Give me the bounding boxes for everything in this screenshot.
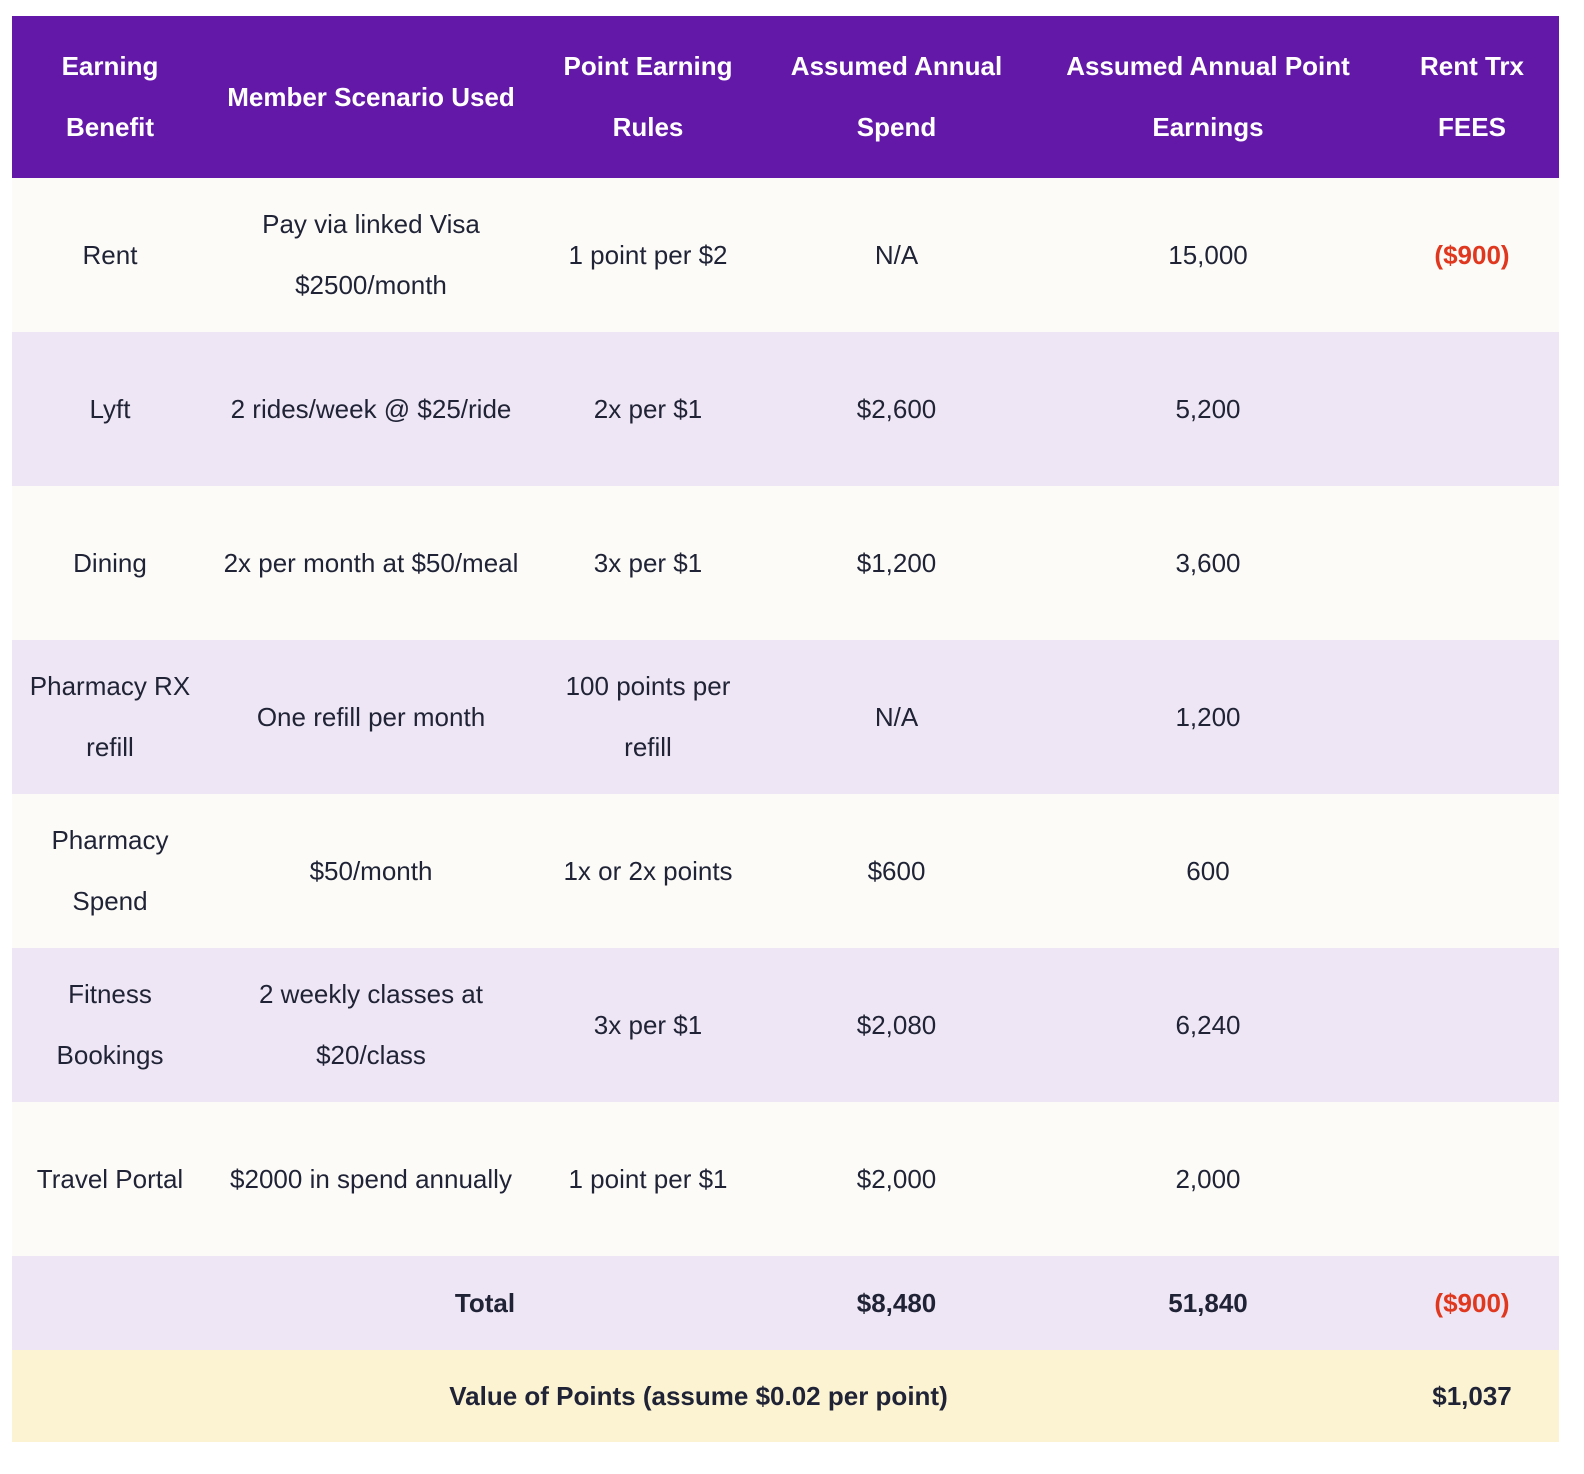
cell-spend: N/A xyxy=(762,178,1031,332)
cell-spend: $2,000 xyxy=(762,1102,1031,1256)
cell-fees xyxy=(1385,794,1559,948)
cell-rule: 1 point per $1 xyxy=(534,1102,762,1256)
cell-fees xyxy=(1385,1102,1559,1256)
table-row xyxy=(12,486,1559,640)
header-point-earning-rules: Point Earning Rules xyxy=(534,16,762,178)
header-rent-trx-fees: Rent Trx FEES xyxy=(1385,16,1559,178)
cell-fees xyxy=(1385,640,1559,794)
points-value-amount: $1,037 xyxy=(1385,1350,1559,1442)
cell-benefit: Rent xyxy=(12,178,208,332)
cell-spend: $2,080 xyxy=(762,948,1031,1102)
table-row xyxy=(12,178,1559,332)
points-earning-table xyxy=(12,16,1559,1442)
cell-points: 2,000 xyxy=(1031,1102,1385,1256)
cell-rule: 100 points per refill xyxy=(534,640,762,794)
cell-fees xyxy=(1385,948,1559,1102)
total-points: 51,840 xyxy=(1031,1256,1385,1350)
cell-benefit: Travel Portal xyxy=(12,1102,208,1256)
cell-fees: ($900) xyxy=(1385,178,1559,332)
points-value-row xyxy=(12,1350,1559,1442)
total-row xyxy=(12,1256,1559,1350)
cell-scenario: 2 weekly classes at $20/class xyxy=(208,948,534,1102)
cell-points: 5,200 xyxy=(1031,332,1385,486)
table-row xyxy=(12,794,1559,948)
cell-benefit: Fitness Bookings xyxy=(12,948,208,1102)
header-earning-benefit: Earning Benefit xyxy=(12,16,208,178)
table-row xyxy=(12,1102,1559,1256)
table-row xyxy=(12,640,1559,794)
table-row xyxy=(12,332,1559,486)
cell-spend: N/A xyxy=(762,640,1031,794)
cell-scenario: One refill per month xyxy=(208,640,534,794)
total-spend: $8,480 xyxy=(762,1256,1031,1350)
cell-fees xyxy=(1385,486,1559,640)
cell-points: 1,200 xyxy=(1031,640,1385,794)
cell-rule: 3x per $1 xyxy=(534,948,762,1102)
cell-scenario: $2000 in spend annually xyxy=(208,1102,534,1256)
cell-benefit: Dining xyxy=(12,486,208,640)
cell-benefit: Pharmacy RX refill xyxy=(12,640,208,794)
table-row xyxy=(12,948,1559,1102)
cell-spend: $1,200 xyxy=(762,486,1031,640)
points-value-label: Value of Points (assume $0.02 per point) xyxy=(12,1350,1385,1442)
cell-points: 600 xyxy=(1031,794,1385,948)
cell-scenario: Pay via linked Visa $2500/month xyxy=(208,178,534,332)
cell-scenario: 2x per month at $50/meal xyxy=(208,486,534,640)
cell-scenario: $50/month xyxy=(208,794,534,948)
total-fees: ($900) xyxy=(1385,1256,1559,1350)
cell-fees xyxy=(1385,332,1559,486)
header-assumed-annual-points: Assumed Annual Point Earnings xyxy=(1031,16,1385,178)
cell-spend: $600 xyxy=(762,794,1031,948)
cell-scenario: 2 rides/week @ $25/ride xyxy=(208,332,534,486)
cell-points: 6,240 xyxy=(1031,948,1385,1102)
cell-points: 15,000 xyxy=(1031,178,1385,332)
cell-spend: $2,600 xyxy=(762,332,1031,486)
cell-benefit: Pharmacy Spend xyxy=(12,794,208,948)
total-empty-cell xyxy=(12,1256,208,1350)
cell-benefit: Lyft xyxy=(12,332,208,486)
points-table-container xyxy=(12,16,1559,1442)
cell-rule: 2x per $1 xyxy=(534,332,762,486)
cell-rule: 1x or 2x points xyxy=(534,794,762,948)
table-header-row xyxy=(12,16,1559,178)
header-member-scenario: Member Scenario Used xyxy=(208,16,534,178)
cell-rule: 1 point per $2 xyxy=(534,178,762,332)
cell-rule: 3x per $1 xyxy=(534,486,762,640)
header-assumed-annual-spend: Assumed Annual Spend xyxy=(762,16,1031,178)
total-label: Total xyxy=(208,1256,762,1350)
cell-points: 3,600 xyxy=(1031,486,1385,640)
